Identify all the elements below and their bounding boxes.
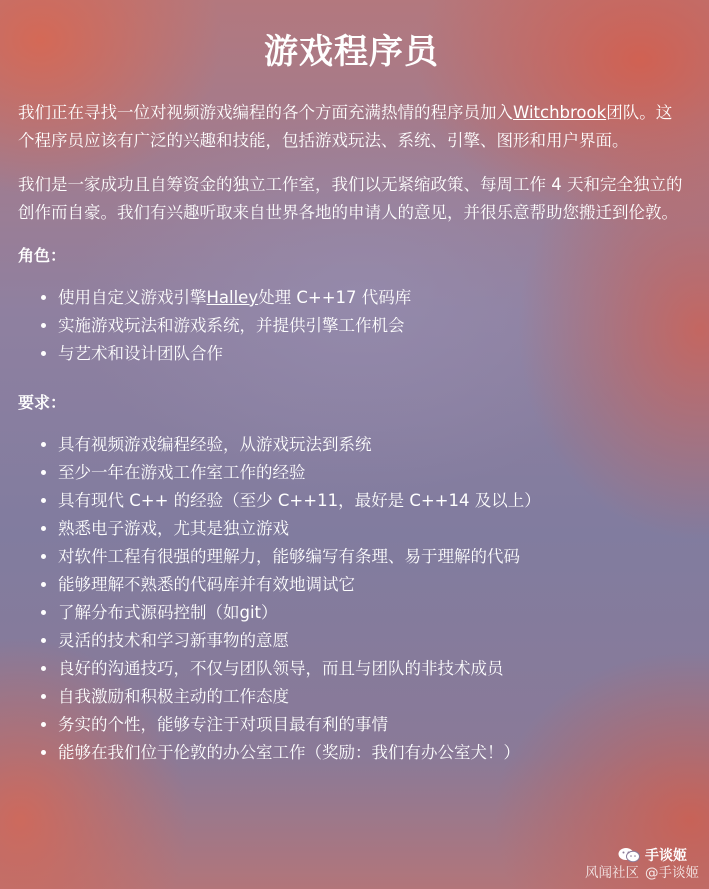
requirements-heading: 要求： (18, 393, 67, 412)
watermark-handle: @手谈姬 (645, 865, 699, 881)
role-text-2: 处理 C++17 代码库 (258, 288, 412, 307)
intro-paragraph (18, 99, 685, 154)
list-item: • 熟悉电子游戏，尤其是独立游戏 (58, 515, 685, 543)
watermark-source-name: 风闻社区 (585, 865, 639, 881)
list-item: • 能够理解不熟悉的代码库并有效地调试它 (58, 571, 685, 599)
list-item: • 至少一年在游戏工作室工作的经验 (58, 459, 685, 487)
list-item: • 灵活的技术和学习新事物的意愿 (58, 627, 685, 655)
intro-text-2: 团队。这个程序员应该有广泛的兴趣和技能，包括游戏玩法、系统、引擎、图形和用户界面。 (18, 103, 673, 150)
role-text-1: 使用自定义游戏引擎 (58, 288, 207, 307)
list-item: • 自我激励和积极主动的工作态度 (58, 683, 685, 711)
witchbrook-link[interactable]: Witchbrook (513, 103, 607, 122)
roles-heading: 角色： (18, 246, 67, 265)
list-item: • 具有现代 C++ 的经验（至少 C++11，最好是 C++14 及以上） (58, 487, 685, 515)
list-item: • 与艺术和设计团队合作 (58, 340, 685, 368)
intro-text-1: 我们正在寻找一位对视频游戏编程的各个方面充满热情的程序员加入 (18, 103, 513, 122)
list-item: • 务实的个性，能够专注于对项目最有利的事情 (58, 711, 685, 739)
list-item: • 实施游戏玩法和游戏系统，并提供引擎工作机会 (58, 312, 685, 340)
list-item: • 具有视频游戏编程经验，从游戏玩法到系统 (58, 431, 685, 459)
watermark-account-name: 手谈姬 (645, 848, 687, 864)
list-item: • 对软件工程有很强的理解力，能够编写有条理、易于理解的代码 (58, 543, 685, 571)
list-item: • 了解分布式源码控制（如git） (58, 599, 685, 627)
page-title: 游戏程序员 (264, 32, 439, 72)
requirements-list (18, 431, 685, 767)
list-item (58, 284, 685, 312)
roles-list (18, 284, 685, 368)
watermark-source (585, 861, 699, 881)
list-item: • 良好的沟通技巧，不仅与团队领导，而且与团队的非技术成员 (58, 655, 685, 683)
halley-link[interactable]: Halley (206, 288, 259, 307)
list-item: • 能够在我们位于伦敦的办公室工作（奖励：我们有办公室犬！） (58, 739, 685, 767)
studio-paragraph: 我们是一家成功且自筹资金的独立工作室，我们以无紧缩政策、每周工作 4 天和完全独立的创作而自豪。我们有兴趣听取来自世界各地的申请人的意见，并很乐意帮助您搬迁到伦敦。 (18, 175, 683, 222)
